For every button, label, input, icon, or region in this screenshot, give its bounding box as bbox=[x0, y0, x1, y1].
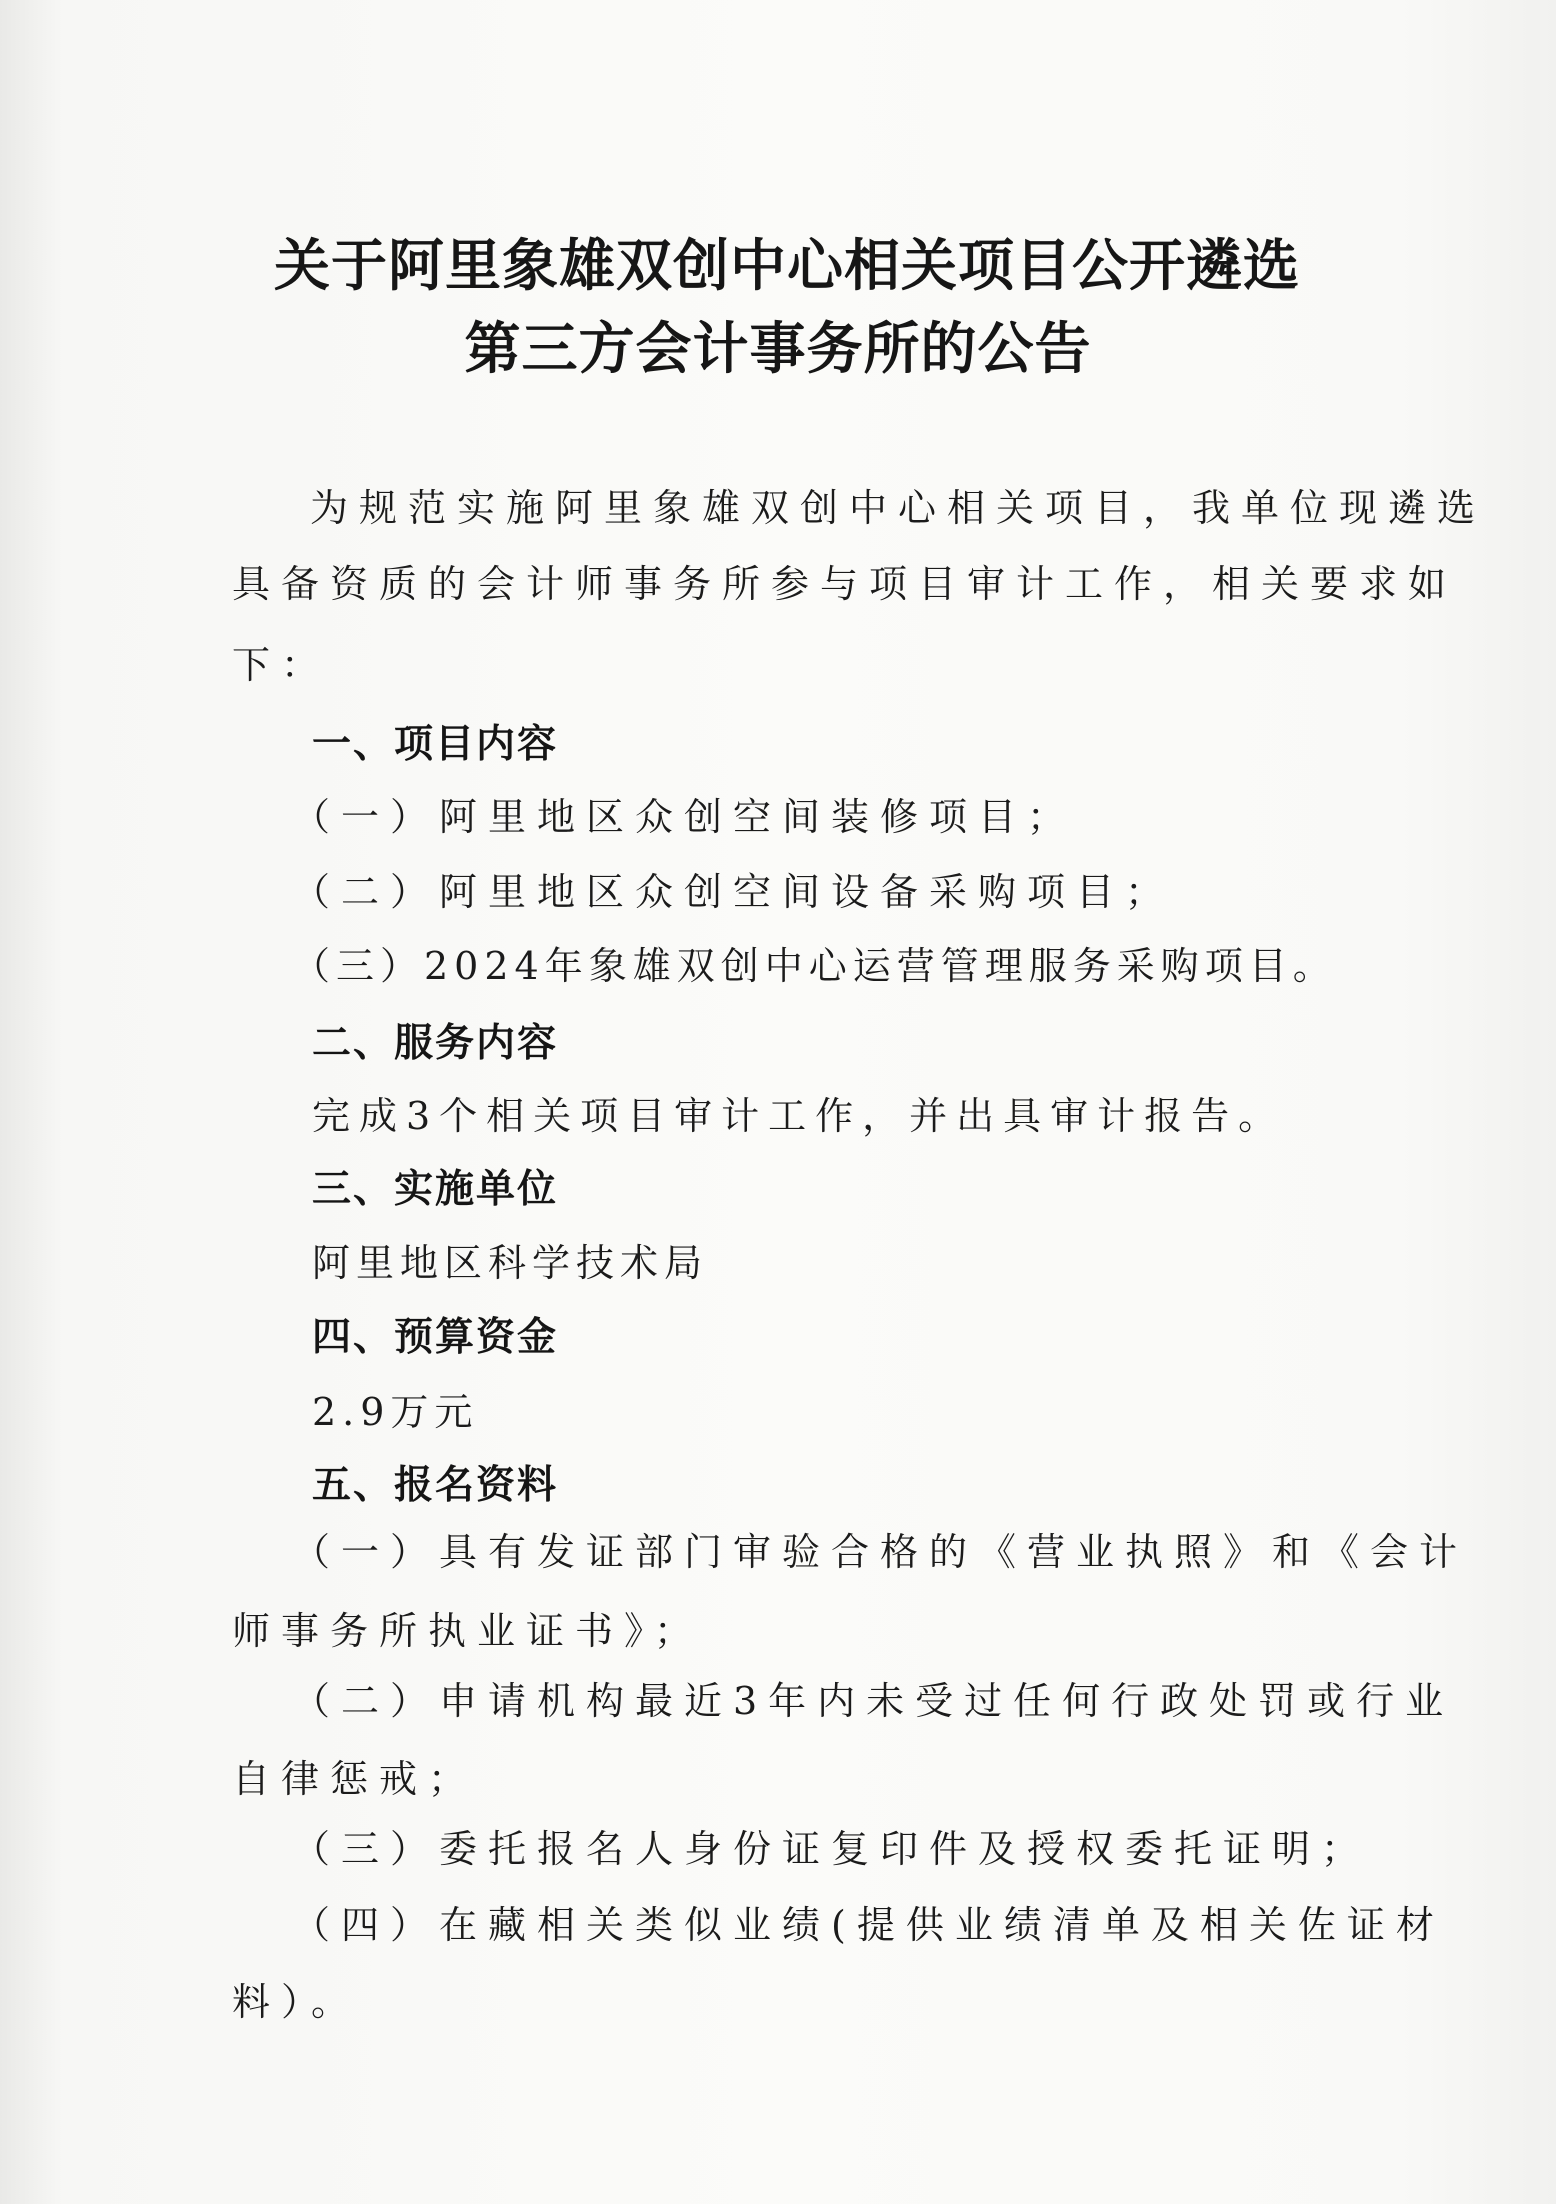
document-title-line-1: 关于阿里象雄双创中心相关项目公开遴选 bbox=[274, 233, 1300, 299]
registration-item-3: （三）委托报名人身份证复印件及授权委托证明； bbox=[292, 1827, 1371, 1871]
intro-line-3: 下： bbox=[232, 643, 331, 687]
budget-text: 2.9万元 bbox=[312, 1390, 479, 1434]
service-content-text: 完成3个相关项目审计工作，并出具审计报告。 bbox=[312, 1094, 1286, 1138]
section-heading-budget: 四、预算资金 bbox=[312, 1315, 559, 1360]
document-title-line-2: 第三方会计事务所的公告 bbox=[464, 316, 1092, 382]
registration-item-1-line-1: （一）具有发证部门审验合格的《营业执照》和《会计 bbox=[292, 1530, 1469, 1574]
section-heading-project-content: 一、项目内容 bbox=[312, 722, 559, 767]
intro-line-2: 具备资质的会计师事务所参与项目审计工作，相关要求如 bbox=[232, 562, 1458, 606]
implementing-unit-text: 阿里地区科学技术局 bbox=[312, 1241, 709, 1285]
section-heading-service-content: 二、服务内容 bbox=[312, 1021, 559, 1066]
project-item-2: （二）阿里地区众创空间设备采购项目； bbox=[292, 870, 1175, 914]
registration-item-2-line-1: （二）申请机构最近3年内未受过任何行政处罚或行业 bbox=[292, 1679, 1455, 1723]
project-item-3: （三）2024年象雄双创中心运营管理服务采购项目。 bbox=[292, 944, 1337, 988]
registration-item-1-line-2: 师事务所执业证书》； bbox=[232, 1609, 704, 1653]
registration-item-2-line-2: 自律惩戒； bbox=[232, 1757, 478, 1801]
registration-item-4-line-1: （四）在藏相关类似业绩(提供业绩清单及相关佐证材 bbox=[292, 1903, 1445, 1947]
project-item-1: （一）阿里地区众创空间装修项目； bbox=[292, 795, 1077, 839]
registration-item-4-line-2: 料）。 bbox=[232, 1980, 361, 2024]
intro-line-1: 为规范实施阿里象雄双创中心相关项目，我单位现遴选 bbox=[310, 486, 1487, 530]
section-heading-registration-materials: 五、报名资料 bbox=[312, 1463, 559, 1508]
section-heading-implementing-unit: 三、实施单位 bbox=[312, 1167, 559, 1212]
